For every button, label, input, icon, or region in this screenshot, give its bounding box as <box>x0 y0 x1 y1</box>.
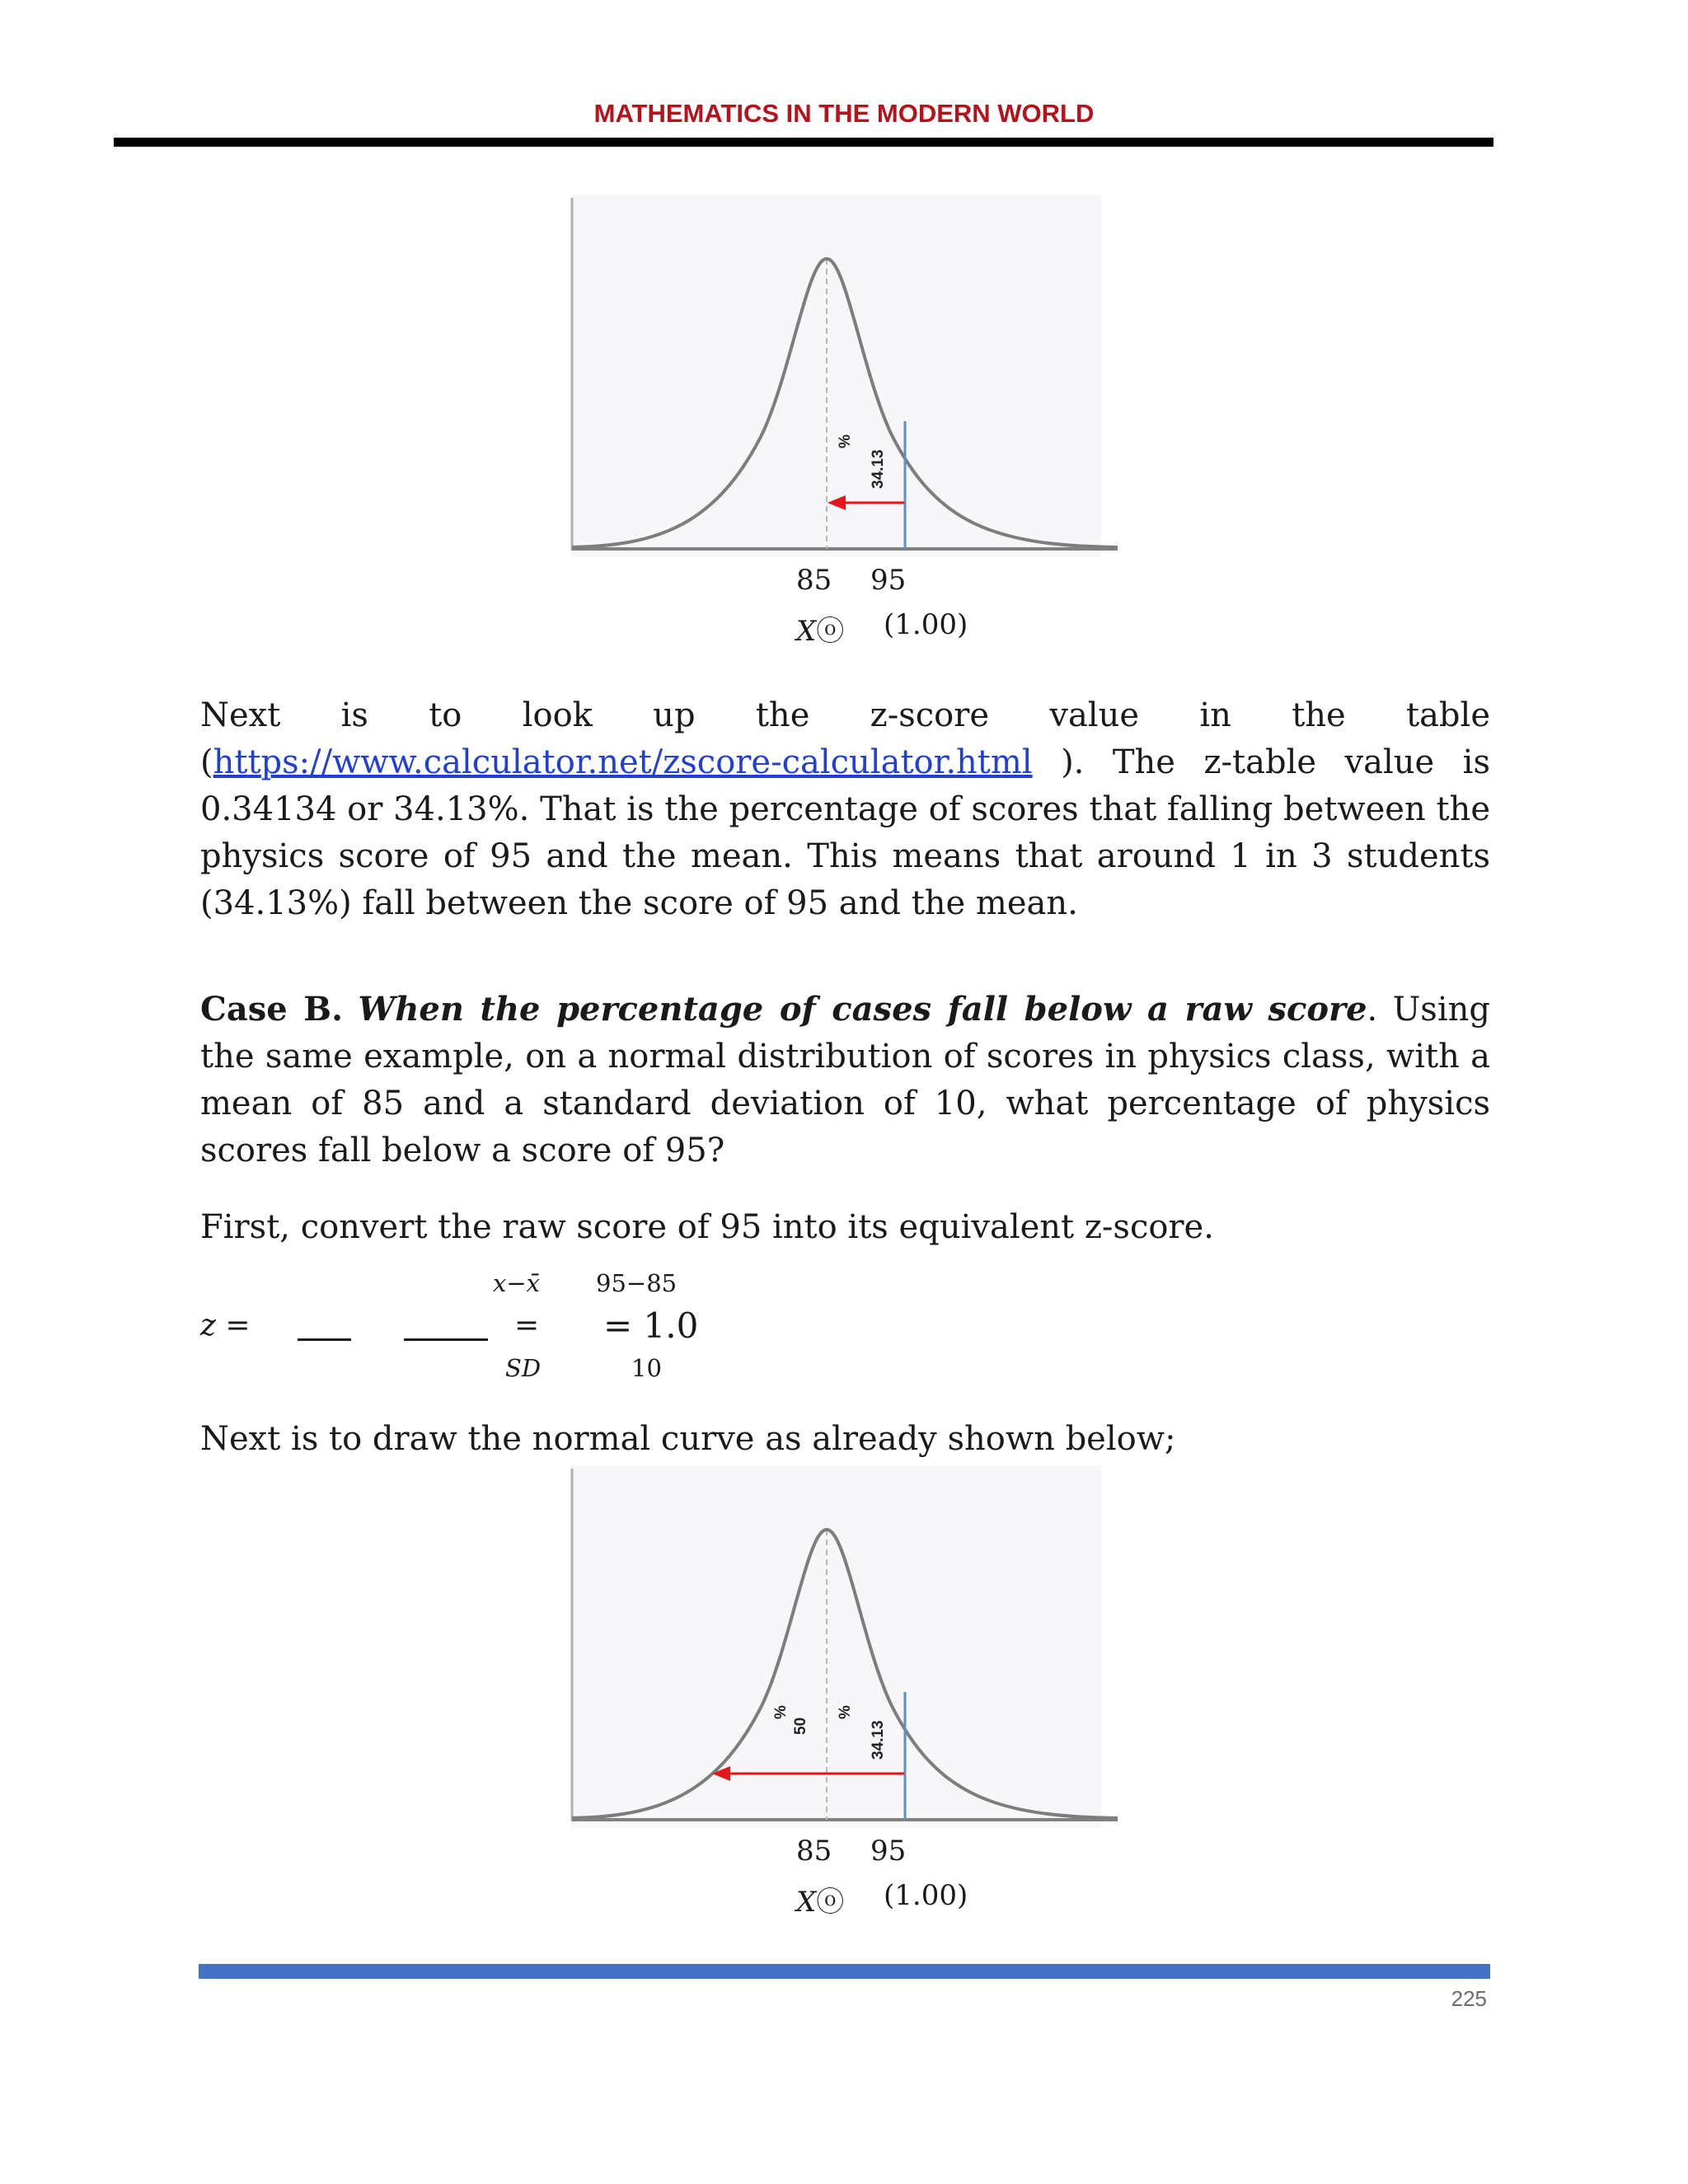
step-draw-curve-text: Next is to draw the normal curve as already shown below; <box>200 1420 1176 1458</box>
case-b-heading: Case B. <box>200 990 344 1029</box>
x-glyph: ⓞ <box>816 615 845 648</box>
normal-curve-figure-2 <box>560 1465 1121 1828</box>
formula-denominator-symbolic: SD <box>505 1354 542 1382</box>
x-value-mean: 85 <box>796 564 832 597</box>
case-b-heading-italic: When the percentage of cases fall below a raw score <box>358 990 1367 1029</box>
formula-denominator-numeric: 10 <box>631 1354 662 1382</box>
x-glyph: ⓞ <box>816 1886 845 1919</box>
header-divider <box>114 138 1493 147</box>
formula-result: = 1.0 <box>603 1305 699 1346</box>
percent-label-left: % <box>772 1705 790 1719</box>
formula-numerator-numeric: 95−85 <box>596 1269 678 1297</box>
paragraph-text-before-link: Next is to look up the z-score value in the table ( <box>200 696 1490 781</box>
formula-equals: = <box>514 1309 540 1343</box>
zscore-calculator-link[interactable]: https://www.calculator.net/zscore-calculator.html <box>213 743 1033 781</box>
formula-blank-1 <box>298 1338 351 1341</box>
formula-blank-2 <box>404 1338 488 1341</box>
x-symbol: X <box>796 1886 817 1919</box>
area-value-label: 34.13 <box>870 449 887 489</box>
formula-lhs: z = <box>200 1309 251 1343</box>
case-b-paragraph <box>200 986 1490 1174</box>
area-value-left: 50 <box>792 1717 809 1735</box>
percent-label: % <box>837 434 854 448</box>
x-value-score: 95 <box>870 1835 907 1868</box>
z-value-label: (1.00) <box>884 1879 968 1912</box>
x-axis-symbol <box>796 608 844 649</box>
x-value-score: 95 <box>870 564 907 597</box>
x-value-mean: 85 <box>796 1835 832 1868</box>
normal-curve-svg-2 <box>560 1465 1121 1828</box>
formula-numerator-symbolic: x−x̄ <box>493 1269 541 1297</box>
page-header-title: MATHEMATICS IN THE MODERN WORLD <box>593 99 1095 128</box>
paragraph-z-table <box>200 692 1490 927</box>
normal-curve-svg-1 <box>560 194 1121 557</box>
area-value-right: 34.13 <box>870 1720 887 1760</box>
x-symbol: X <box>796 615 817 648</box>
x-axis-symbol <box>796 1879 844 1919</box>
percent-label-right: % <box>837 1705 854 1719</box>
paragraph-text-after-link: ). The z-table value is 0.34134 or 34.13%. That is the percentage of scores that falling between the physics score of 95 and the mean. This means that around 1 in 3 students (34.13%) fall between the score of 95 and the mean. <box>200 743 1490 922</box>
step-convert-text: First, convert the raw score of 95 into its equivalent z-score. <box>200 1208 1214 1246</box>
footer-divider <box>199 1964 1490 1979</box>
page-number: 225 <box>1451 1986 1487 2011</box>
case-b-body: . Using the same example, on a normal distribution of scores in physics class, with a mean of 85 and a standard deviation of 10, what percentage of physics scores fall below a score of 95? <box>200 991 1490 1169</box>
normal-curve-figure-1 <box>560 194 1121 557</box>
z-value-label: (1.00) <box>884 608 968 641</box>
